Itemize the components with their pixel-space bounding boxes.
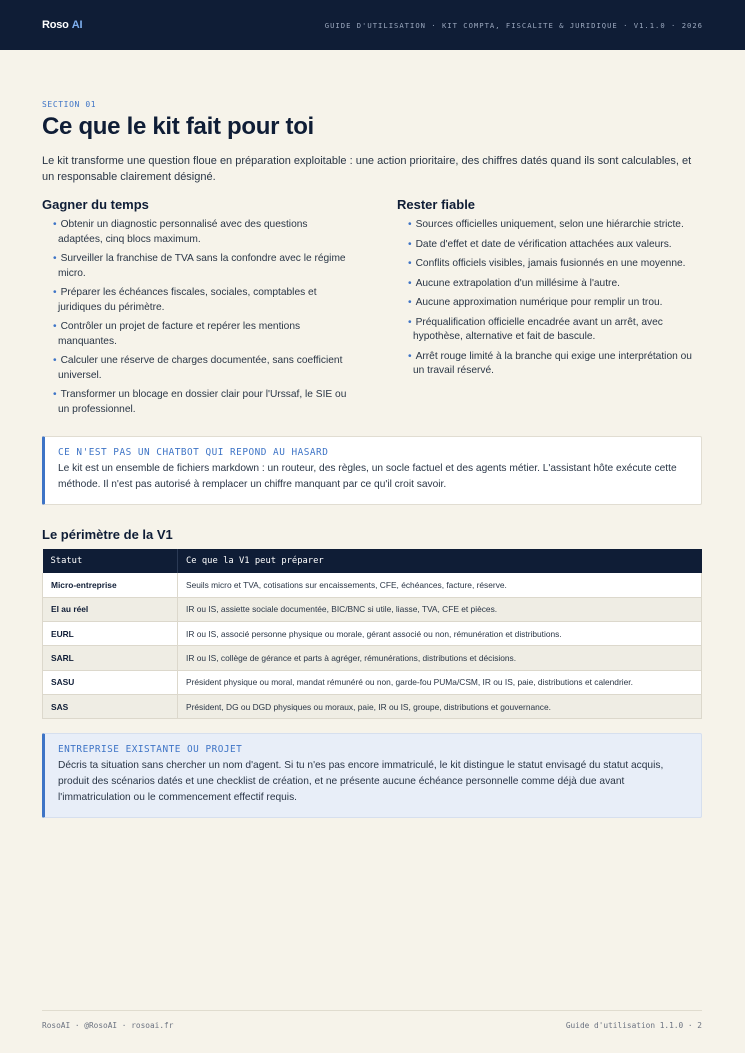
callout-not-chatbot	[42, 436, 702, 505]
description-cell: IR ou IS, assiette sociale documentée, BIC/BNC si utile, liasse, TVA, CFE et pièces.	[178, 597, 702, 621]
status-cell: SASU	[43, 670, 178, 694]
table-row	[43, 597, 702, 621]
table-row	[43, 646, 702, 670]
column-header-preparation: Ce que la V1 peut préparer	[178, 549, 702, 573]
description-cell: IR ou IS, collège de gérance et parts à agréger, rémunérations, distributions et décisions.	[178, 646, 702, 670]
table-row	[43, 670, 702, 694]
column-header-statut: Statut	[43, 549, 178, 573]
table-header-row	[43, 549, 702, 573]
callout-text: Décris ta situation sans chercher un nom d'agent. Si tu n'es pas encore immatriculé, le kit distingue le statut envisagé du statut acquis, produit des scénarios datés et une checklist de création, et ne présente aucune échéance personnelle comme déjà due avant l'immatriculation ou le commencement effectif requis.	[58, 760, 664, 804]
footer-page-number: Guide d'utilisation 1.1.0 · 2	[565, 1021, 702, 1030]
status-cell: EURL	[43, 622, 178, 646]
description-cell: Seuils micro et TVA, cotisations sur encaissements, CFE, échéances, facture, réserve.	[178, 573, 702, 597]
page-footer	[42, 1010, 702, 1030]
list-item: • Sources officielles uniquement, selon une hiérarchie stricte.	[408, 219, 684, 230]
list-item: • Préparer les échéances fiscales, sociales, comptables et juridiques du périmètre.	[53, 287, 317, 313]
list-item: • Contrôler un projet de facture et repérer les mentions manquantes.	[53, 321, 301, 347]
top-bar	[0, 0, 745, 50]
column-title: Rester fiable	[397, 197, 476, 212]
table-row	[43, 622, 702, 646]
benefit-list	[42, 218, 347, 417]
column-title: Gagner du temps	[42, 197, 149, 212]
perimetre-title: Le périmètre de la V1	[42, 527, 173, 542]
callout-existing-or-project	[42, 733, 702, 818]
page-content	[42, 100, 702, 818]
list-item: • Surveiller la franchise de TVA sans la confondre avec le régime micro.	[53, 253, 346, 279]
description-cell: IR ou IS, associé personne physique ou morale, gérant associé ou non, rémunération et distributions.	[178, 622, 702, 646]
description-cell: Président physique ou moral, mandat rémunéré ou non, garde-fou PUMa/CSM, IR ou IS, paie, distributions et calendrier.	[178, 670, 702, 694]
callout-text: Le kit est un ensemble de fichiers markdown : un routeur, des règles, un socle factuel et des agents métier. L'assistant hôte exécute cette méthode. Il n'est pas autorisé à remplacer un chiffre manquant par ce qu'il croit savoir.	[58, 463, 677, 490]
list-item: • Conflits officiels visibles, jamais fusionnés en une moyenne.	[408, 258, 686, 269]
perimetre-table	[42, 549, 702, 719]
table-row	[43, 573, 702, 597]
callout-title: CE N'EST PAS UN CHATBOT QUI REPOND AU HASARD	[58, 447, 329, 458]
section-eyebrow: SECTION 01	[42, 100, 97, 109]
list-item: • Date d'effet et date de vérification attachées aux valeurs.	[408, 238, 672, 250]
status-cell: SARL	[43, 646, 178, 670]
section-intro: Le kit transforme une question floue en préparation exploitable : une action prioritaire, des chiffres datés quand ils sont calculables, et un responsable clairement désigné.	[42, 155, 692, 183]
table-row	[43, 694, 702, 718]
status-cell: EI au réel	[43, 597, 178, 621]
list-item: • Préqualification officielle encadrée avant un arrêt, avec hypothèse, alternative et fait de bascule.	[408, 316, 663, 342]
list-item: • Obtenir un diagnostic personnalisé avec des questions adaptées, cinq blocs maximum.	[53, 219, 308, 245]
section-title: Ce que le kit fait pour toi	[42, 113, 314, 140]
brand-accent: AI	[71, 19, 83, 31]
list-item: • Transformer un blocage en dossier clair pour l'Urssaf, le SIE ou un professionnel.	[53, 389, 347, 415]
benefit-list	[397, 218, 702, 379]
callout-title: ENTREPRISE EXISTANTE OU PROJET	[58, 744, 243, 756]
list-item: • Aucune approximation numérique pour remplir un trou.	[408, 297, 663, 308]
status-cell: SAS	[43, 694, 178, 718]
column-gagner-du-temps	[42, 197, 347, 422]
description-cell: Président, DG ou DGD physiques ou moraux, paie, IR ou IS, groupe, distributions et gouvernance.	[178, 694, 702, 718]
list-item: • Arrêt rouge limité à la branche qui exige une interprétation ou un travail réservé.	[408, 350, 692, 376]
list-item: • Calculer une réserve de charges documentée, sans coefficient universel.	[53, 355, 343, 381]
brand-logo	[42, 19, 82, 31]
footer-left: RosoAI · @RosoAI · rosoai.fr	[42, 1021, 174, 1030]
status-cell: Micro-entreprise	[43, 573, 178, 597]
brand-main: Roso	[42, 19, 69, 31]
list-item: • Aucune extrapolation d'un millésime à l'autre.	[408, 277, 620, 289]
benefit-columns	[42, 197, 702, 422]
column-rester-fiable	[397, 197, 702, 422]
document-title: GUIDE D'UTILISATION · KIT COMPTA, FISCALITE & JURIDIQUE · V1.1.0 · 2026	[324, 20, 703, 30]
